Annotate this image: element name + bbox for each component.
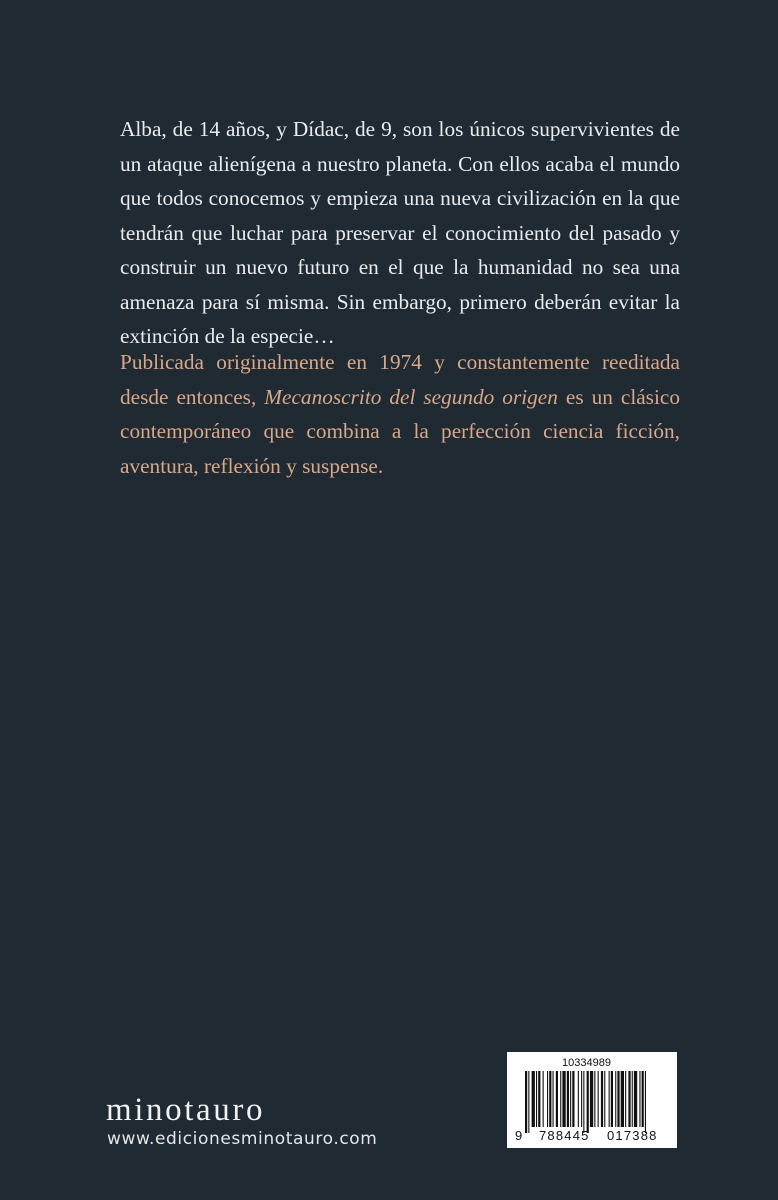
barcode-bar [536, 1071, 537, 1127]
barcode-bar [611, 1071, 613, 1127]
barcode-bar [549, 1071, 551, 1127]
barcode-bar [532, 1071, 535, 1127]
barcode-bar [645, 1071, 646, 1133]
barcode-bar [578, 1071, 579, 1127]
barcode-code: 10334989 [562, 1057, 611, 1069]
publisher-logo: minotauro [106, 1092, 266, 1128]
barcode-bar [615, 1071, 616, 1127]
barcode-bar [598, 1071, 599, 1127]
barcode-bar [547, 1071, 548, 1127]
barcode-bar [587, 1071, 589, 1133]
synopsis-text: Alba, de 14 años, y Dídac, de 9, son los únicos supervivientes de un ataque alienígena a nuestro planeta. Con ellos acaba el mundo que todos conocemos y empieza una nueva civilización en la que tendrán que luchar para preservar el conocimiento del pasado y construir un nuevo futuro en el que la humanidad no sea una amenaza para sí misma. Sin embargo, primero deberán evitar la extinción de la especie… [120, 117, 680, 348]
barcode-bar [538, 1071, 540, 1127]
barcode-bar [572, 1071, 574, 1127]
publisher-url: www.edicionesminotauro.com [107, 1129, 378, 1149]
barcode-bar [604, 1071, 605, 1127]
barcode-bar [642, 1071, 644, 1127]
barcode-bar [639, 1071, 640, 1127]
barcode-bar [562, 1071, 565, 1127]
barcode-bar [567, 1071, 569, 1127]
isbn-left-group: 788445 [539, 1128, 590, 1143]
blurb-text-end: es un clásico contemporáneo que combina a la perfección ciencia ficción, aventura, reflexión y suspense. [120, 384, 680, 478]
barcode-bar [543, 1071, 544, 1127]
barcode-bar [628, 1071, 630, 1127]
blurb-text-start: Publicada originalmente en 1974 y constantemente reeditada desde entonces, [120, 350, 680, 409]
barcode-bar [617, 1071, 619, 1127]
barcode-bar [525, 1071, 527, 1133]
barcode-bar [590, 1071, 593, 1127]
barcode-bar [553, 1071, 554, 1127]
barcode-bar [594, 1071, 595, 1127]
barcode-bar [621, 1071, 624, 1127]
barcode-bar [632, 1071, 633, 1127]
barcode-bar [601, 1071, 603, 1127]
isbn-prefix: 9 [515, 1128, 524, 1143]
barcode-bar [556, 1071, 558, 1127]
barcode-label [507, 1052, 677, 1148]
barcode-bar [634, 1071, 637, 1127]
barcode-bar [560, 1071, 561, 1127]
barcode-bar [570, 1071, 571, 1127]
book-title-italic: Mecanoscrito del segundo origen [264, 384, 558, 409]
blurb-text [120, 345, 680, 483]
barcode-bar [528, 1071, 529, 1133]
barcode-bar [583, 1071, 584, 1133]
isbn-right-group: 017388 [607, 1128, 658, 1143]
barcode-bar [625, 1071, 626, 1127]
barcode-bar [609, 1071, 610, 1127]
barcode-bar [581, 1071, 582, 1127]
